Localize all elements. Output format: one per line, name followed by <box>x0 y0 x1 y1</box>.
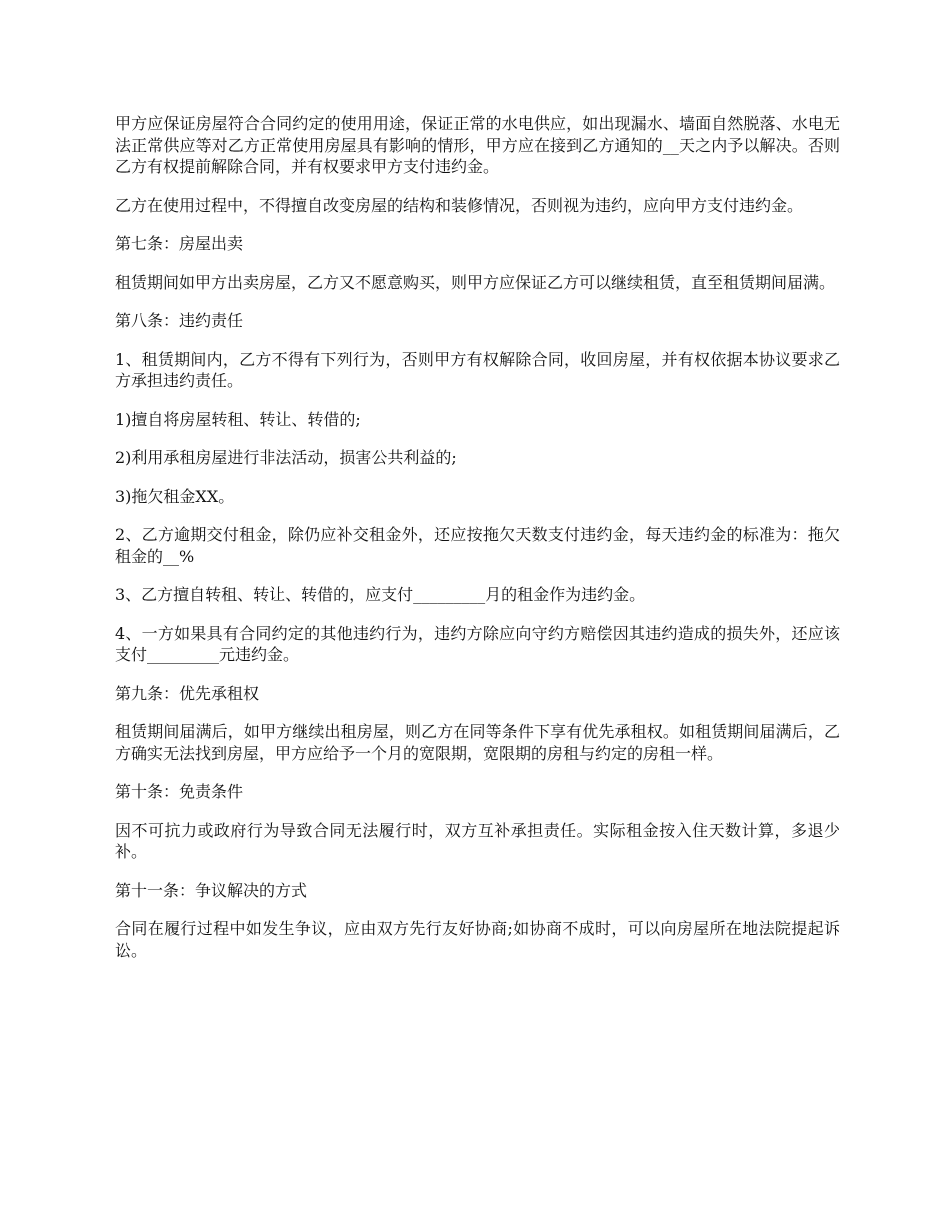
paragraph-breach-1-item-1: 1)擅自将房屋转租、转让、转借的; <box>115 409 361 429</box>
paragraph-no-alteration: 乙方在使用过程中，不得擅自改变房屋的结构和装修情况，否则视为违约，应向甲方支付违约金。 <box>115 195 804 215</box>
paragraph-breach-1-item-3: 3)拖欠租金XX。 <box>115 486 235 506</box>
paragraph-priority-lease: 租赁期间届满后，如甲方继续出租房屋，则乙方在同等条件下享有优先承租权。如租赁期间届满后，乙方确实无法找到房屋，甲方应给予一个月的宽限期，宽限期的房租与约定的房租一样。 <box>115 722 840 763</box>
paragraph-house-sale: 租赁期间如甲方出卖房屋，乙方又不愿意购买，则甲方应保证乙方可以继续租赁，直至租赁期间届满。 <box>115 272 836 292</box>
paragraph-breach-1-item-2: 2)利用承租房屋进行非法活动，损害公共利益的; <box>115 448 457 467</box>
paragraph-breach-1: 1、租赁期间内，乙方不得有下列行为，否则甲方有权解除合同，收回房屋，并有权依据本协议要求乙方承担违约责任。 <box>115 349 840 390</box>
paragraph-force-majeure: 因不可抗力或政府行为导致合同无法履行时，双方互补承担责任。实际租金按入住天数计算，多退少补。 <box>115 820 840 861</box>
paragraph-breach-4: 4、一方如果具有合同约定的其他违约行为，违约方除应向守约方赔偿因其违约造成的损失外，还应该支付_________元违约金。 <box>115 623 840 664</box>
document-page <box>115 113 840 978</box>
heading-article-11: 第十一条：争议解决的方式 <box>115 880 308 900</box>
heading-article-8: 第八条：违约责任 <box>115 311 244 330</box>
heading-article-9: 第九条：优先承租权 <box>115 683 260 703</box>
heading-article-7: 第七条：房屋出卖 <box>115 234 244 253</box>
paragraph-breach-2: 2、乙方逾期交付租金，除仍应补交租金外，还应按拖欠天数支付违约金，每天违约金的标准为：拖欠租金的__% <box>115 525 840 566</box>
paragraph-dispute-resolution: 合同在履行过程中如发生争议，应由双方先行友好协商;如协商不成时，可以向房屋所在地法院提起诉讼。 <box>115 919 840 960</box>
paragraph-utilities-obligation: 甲方应保证房屋符合合同约定的使用用途，保证正常的水电供应，如出现漏水、墙面自然脱落、水电无法正常供应等对乙方正常使用房屋具有影响的情形，甲方应在接到乙方通知的__天之内予以解决。否则乙方有权提前解除合同，并有权要求甲方支付违约金。 <box>115 114 840 176</box>
heading-article-10: 第十条：免责条件 <box>115 782 244 801</box>
paragraph-breach-3: 3、乙方擅自转租、转让、转借的，应支付_________月的租金作为违约金。 <box>115 585 646 604</box>
